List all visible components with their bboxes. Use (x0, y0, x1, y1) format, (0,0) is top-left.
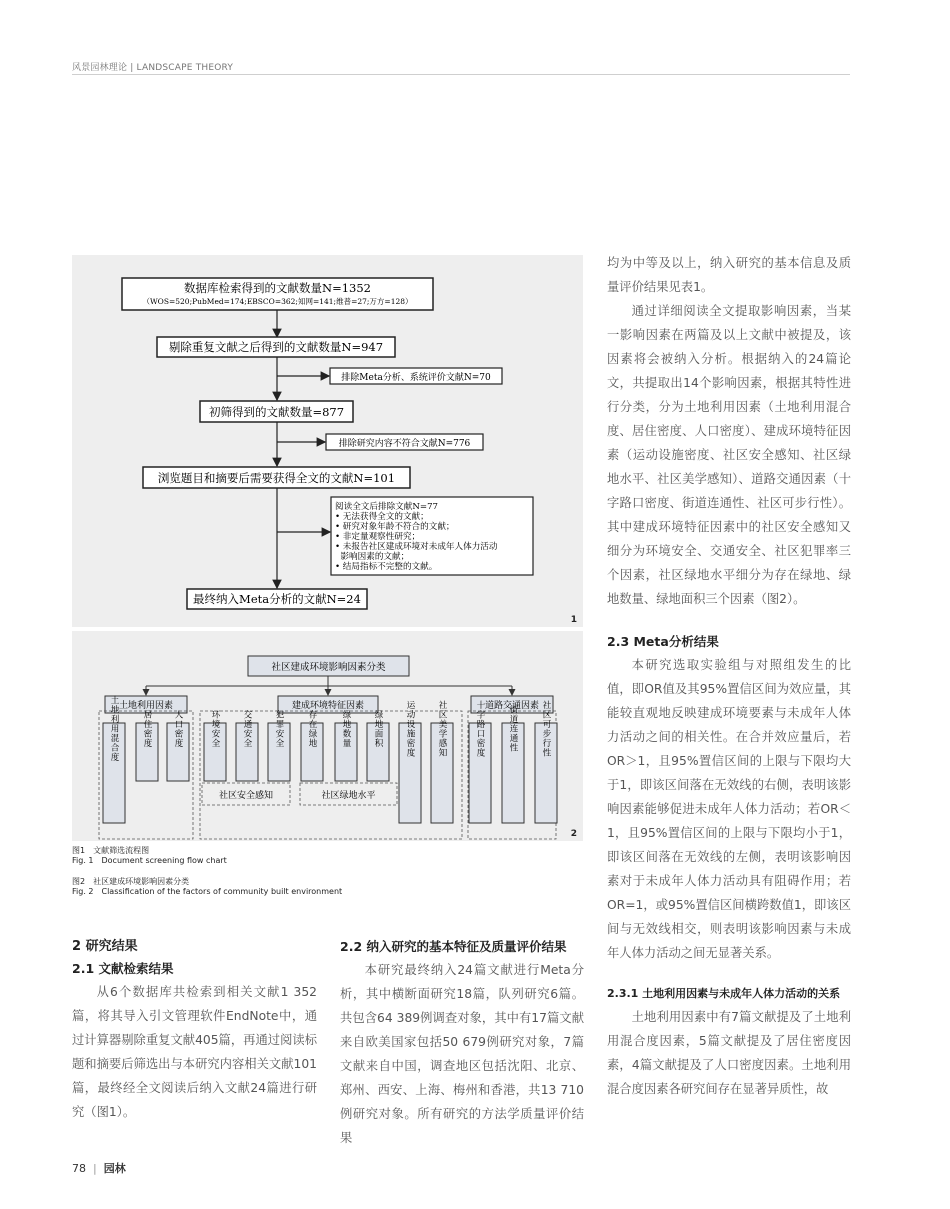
factor-label: 居住密度 (142, 710, 152, 748)
excl3-line: • 无法获得全文的文献； (335, 512, 429, 522)
text-column-1 (72, 936, 317, 1124)
factor-leaf (167, 709, 189, 781)
factor-leaf (367, 710, 389, 781)
factor-label: 人口密度 (173, 710, 183, 748)
box5-text: 最终纳入Meta分析的文献N=24 (193, 592, 361, 606)
group-label: 建成环境特征因素 (291, 701, 365, 711)
box1-subtitle: （WOS=520;PubMed=174;EBSCO=362;知网=141;维普=27;万方=128） (142, 297, 413, 306)
classification-svg (72, 631, 583, 841)
factor-leaf (535, 700, 557, 823)
excl3-line: 阅读全文后排除文献N=77 (335, 502, 438, 512)
section-heading-meta-results: 2.3 Meta分析结果 (607, 634, 719, 649)
figure-2-classification (72, 631, 583, 841)
factor-leaf (236, 709, 258, 781)
factor-leaf (502, 705, 524, 823)
paragraph: 本研究最终纳入24篇文献进行Meta分析，其中横断面研究18篇，队列研究6篇。共包含64 389例调查对象，其中有17篇文献来自欧美国家包括50 679例研究对象，7篇文献来自中国，调查地区包括沈阳、北京、郑州、西安、上海、梅州和香港，共13 710例研究对象。所有研究的方法学质量评价结果 (340, 963, 584, 1145)
sub-label-safety: 社区安全感知 (218, 791, 274, 801)
text-column-2 (340, 936, 584, 1150)
box3-text: 初筛得到的文献数量=877 (208, 405, 345, 419)
factor-label: 犯罪安全 (274, 710, 284, 748)
caption-fig2-en: Fig. 2 Classification of the factors of community built environment (72, 887, 343, 896)
section-heading-characteristics: 2.2 纳入研究的基本特征及质量评价结果 (340, 939, 567, 954)
leaf-layer (103, 695, 557, 823)
excl2-text: 排除研究内容不符合文献N=776 (338, 439, 471, 449)
section-heading-results: 2 研究结果 (72, 939, 138, 954)
header-rule (72, 74, 850, 75)
factor-leaf (399, 701, 421, 824)
page-number: 78 (72, 1162, 86, 1175)
figure-1-flowchart (72, 255, 583, 627)
factor-label: 绿地数量 (341, 710, 351, 748)
box1-title: 数据库检索得到的文献数量N=1352 (184, 281, 371, 295)
excl3-line: • 结局指标不完整的文献。 (335, 562, 438, 572)
factor-leaf (204, 710, 226, 781)
factor-label: 运动设施密度 (405, 700, 415, 758)
group-label: 道路交通因素 (484, 701, 540, 711)
factor-label: 交通安全 (242, 710, 252, 748)
factor-leaf (103, 695, 125, 823)
section-heading-search-results: 2.1 文献检索结果 (72, 961, 174, 976)
factor-label: 街道连通性 (508, 705, 518, 753)
caption-fig1-cn: 图1 文献筛选流程图 (72, 846, 150, 855)
factor-label: 存在绿地 (307, 710, 317, 748)
page-footer: 78 | 园林 (72, 1162, 126, 1175)
factor-leaf (136, 710, 158, 781)
factor-label: 十字路口密度 (475, 700, 485, 758)
excl1-text: 排除Meta分析、系统评价文献N=70 (341, 373, 491, 383)
paragraph: 均为中等及以上，纳入研究的基本信息及质量评价结果见表1。 (607, 256, 851, 294)
factor-leaf (469, 700, 491, 823)
flowchart-svg (72, 255, 583, 627)
running-header: 风景园林理论 | LANDSCAPE THEORY (72, 63, 234, 73)
section-heading-land-use: 2.3.1 土地利用因素与未成年人体力活动的关系 (607, 987, 841, 1000)
excl3-line: • 未报告社区建成环境对未成年人体力活动 (335, 542, 498, 552)
sub-label-greenspace: 社区绿地水平 (321, 791, 376, 801)
factor-label: 土地利用混合度 (109, 695, 119, 763)
caption-fig2 (72, 877, 342, 897)
excl3-line: • 非定量观察性研究； (335, 532, 421, 542)
figure-2-number: 2 (570, 829, 577, 839)
factor-leaf (301, 709, 323, 781)
factor-label: 社区可步行性 (541, 700, 551, 758)
factor-leaf (335, 710, 357, 781)
paragraph: 从6个数据库共检索到相关文献1 352篇，将其导入引文管理软件EndNote中，通过计算器剔除重复文献405篇，再通过阅读标题和摘要后筛选出与本研究内容相关文献101篇，最终经全文阅读后纳入文献24篇进行研究（图1）。 (72, 985, 317, 1119)
paragraph: 本研究选取实验组与对照组发生的比值，即OR值及其95%置信区间为效应量，其能较直观地反映建成环境要素与未成年人体力活动之间的相关性。在合并效应量后，若OR＞1，且95%置信区间的上限与下限均大于1，即该区间落在无效线的右侧，表明该影响因素能够促进未成年人体力活动；若OR＜1，且95%置信区间的上限与下限均小于1，即该区间落在无效线的左侧，表明该影响因素对于未成年人体力活动具有阻碍作用；若OR=1，或95%置信区间横跨数值1，即该区间与无效线相交，则表明该影响因素与未成年人体力活动之间无显著关系。 (607, 658, 851, 960)
caption-fig1-en: Fig. 1 Document screening flow chart (72, 856, 227, 865)
caption-fig1 (72, 846, 227, 866)
factor-label: 环境安全 (210, 710, 220, 748)
root-label: 社区建成环境影响因素分类 (271, 662, 386, 673)
box4-text: 浏览题目和摘要后需要获得全文的文献N=101 (157, 471, 396, 485)
paragraph: 通过详细阅读全文提取影响因素，当某一影响因素在两篇及以上文献中被提及，该因素将会被纳入分析。根据纳入的24篇论文，共提取出14个影响因素，根据其特性进行分类，分为土地利用因素（土地利用混合度、居住密度、人口密度）、建成环境特征因素（运动设施密度、社区安全感知、社区绿地水平、社区美学感知）、道路交通因素（十字路口密度、街道连通性、社区可步行性）。其中建成环境特征因素中的社区安全感知又细分为环境安全、交通安全、社区犯罪率三个因素，社区绿地水平细分为存在绿地、绿地数量、绿地面积三个因素（图2）。 (607, 304, 851, 606)
figure-1-number: 1 (570, 615, 577, 625)
factor-leaf (268, 709, 290, 781)
factor-label: 社区美学感知 (437, 700, 447, 758)
factor-leaf (431, 700, 453, 823)
text-column-3 (607, 251, 851, 1101)
group-label: 土地利用因素 (118, 701, 174, 711)
journal-logo: 园林 (103, 1162, 126, 1175)
paragraph: 土地利用因素中有7篇文献提及了土地利用混合度因素，5篇文献提及了居住密度因素，4篇文献提及了人口密度因素。土地利用混合度因素各研究间存在显著异质性，故 (607, 1010, 851, 1096)
box2-text: 剔除重复文献之后得到的文献数量N=947 (168, 340, 384, 354)
caption-fig2-cn: 图2 社区建成环境影响因素分类 (72, 877, 190, 886)
excl3-line: • 研究对象年龄不符合的文献； (335, 522, 455, 532)
excl3-line: 影响因素的文献； (335, 552, 410, 562)
factor-label: 绿地面积 (373, 710, 383, 748)
